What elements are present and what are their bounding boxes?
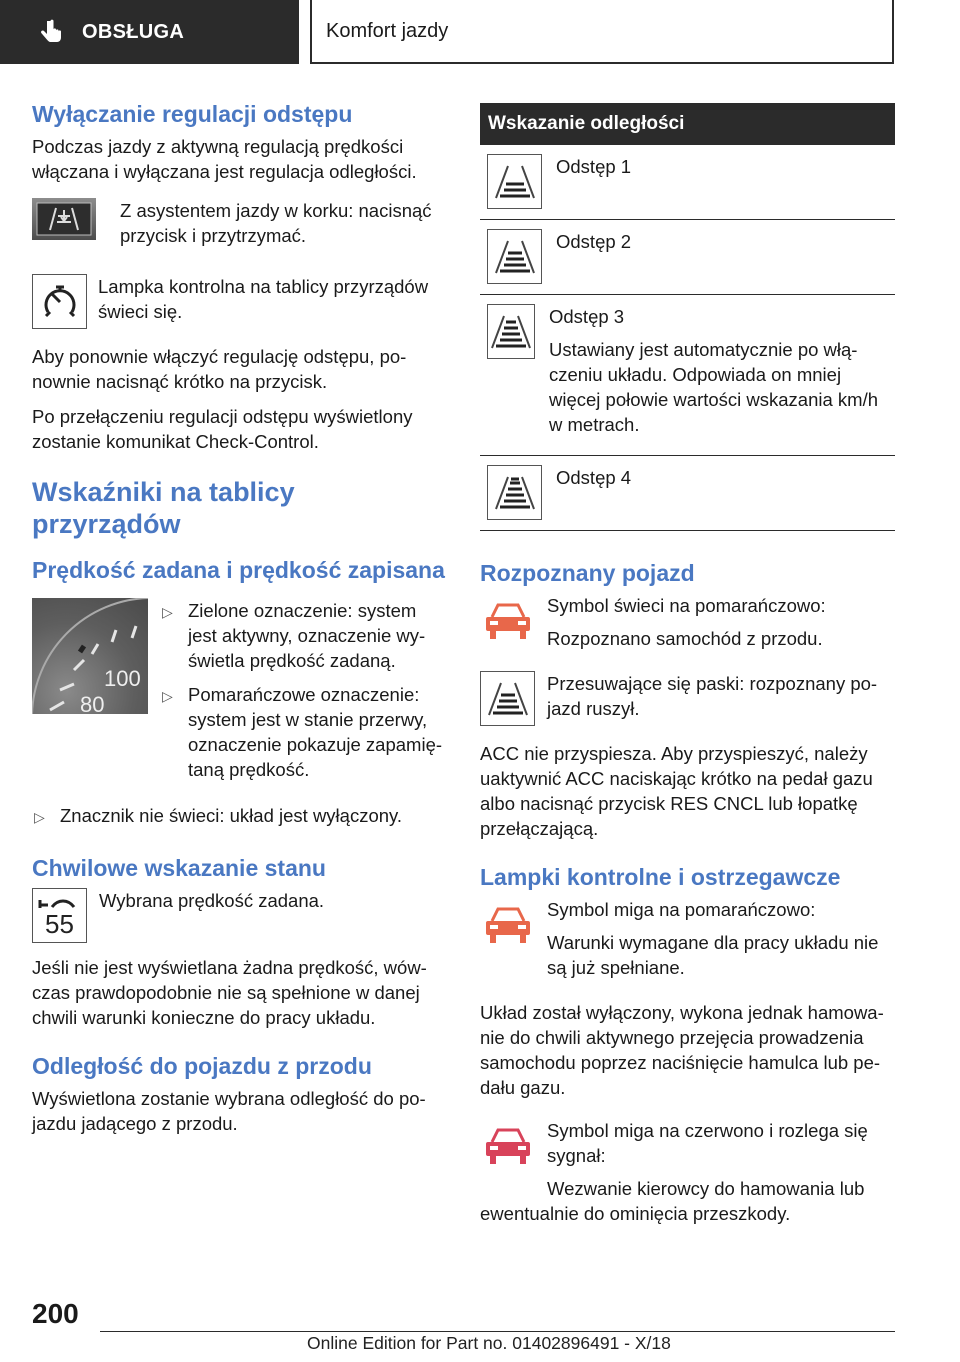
distance-2-icon	[487, 229, 542, 284]
heading-speed: Prędkość zadana i prędkość zapisana	[32, 557, 445, 583]
heading-distance: Odległość do pojazdu z przodu	[32, 1053, 372, 1079]
paragraph: Wybrana prędkość zadana.	[99, 890, 325, 911]
paragraph: Aby ponownie włączyć regulację odstępu, po-nownie nacisnąć krótko na przycisk.	[32, 346, 407, 392]
footer-divider	[100, 1331, 895, 1332]
paragraph: ACC nie przyspiesza. Aby przyspieszyć, należy uaktywnić ACC naciskając krótko na pedał gazu albo nacisnąć przycisk RES CNCL lub łopatkę przełączającą.	[480, 743, 873, 839]
list-item: ▷ Znacznik nie świeci: układ jest wyłączony.	[32, 803, 446, 828]
distance-3-icon	[487, 304, 535, 359]
list-item: ▷ Pomarańczowe oznaczenie: system jest w stanie przerwy, oznaczenie pokazuje zapamię-taną prędkość.	[162, 684, 443, 780]
paragraph: ewentualnie do ominięcia przeszkody.	[480, 1203, 791, 1224]
triangle-bullet-icon: ▷	[162, 604, 173, 620]
page-number: 200	[32, 1298, 79, 1329]
footer-edition: Online Edition for Part no. 01402896491 - X/18	[307, 1333, 671, 1353]
paragraph: Po przełączeniu regulacji odstępu wyświetlony zostanie komunikat Check-Control.	[32, 406, 413, 452]
orange-car-icon	[480, 593, 535, 648]
red-car-warning-icon	[480, 1118, 535, 1173]
speed-label-100: 100	[104, 666, 141, 691]
table-row: Odstęp 2	[480, 220, 895, 295]
set-speed-55-icon: 55	[32, 888, 87, 943]
paragraph: Jeśli nie jest wyświetlana żadna prędkość, wów-czas prawdopodobnie nie są spełnione w danej chwili warunki konieczne do pracy układu.	[32, 957, 427, 1028]
distance-4-icon	[487, 465, 542, 520]
heading-indicators: Wskaźniki na tablicy przyrządów	[32, 477, 295, 539]
triangle-bullet-icon: ▷	[162, 688, 173, 704]
paragraph: Układ został wyłączony, wykona jednak hamowa-nie do chwili aktywnego przejęcia prowadzenia samochodu poprzez naciśnięcie hamulca lub pe-dału gazu.	[480, 1002, 884, 1098]
paragraph: Z asystentem jazdy w korku: nacisnąć przycisk i przytrzymać.	[120, 200, 432, 246]
table-row: Odstęp 1	[480, 145, 895, 220]
paragraph: Wyświetlona zostanie wybrana odległość do po-jazdu jadącego z przodu.	[32, 1088, 426, 1134]
distance-table-header: Wskazanie odległości	[480, 103, 895, 145]
acc-indicator-lamp-icon	[32, 274, 87, 329]
table-row: Odstęp 3 Ustawiany jest automatycznie po włą-czeniu układu. Odpowiada on mniej więcej połowie wartości wskazania km/h w metrach.	[480, 295, 895, 456]
speedometer-image	[32, 598, 148, 714]
table-row: Odstęp 4	[480, 456, 895, 531]
hand-pointer-icon	[38, 18, 66, 46]
heading-temporary-status: Chwilowe wskazanie stanu	[32, 855, 326, 881]
paragraph: Lampka kontrolna na tablicy przyrządów świeci się.	[98, 276, 429, 322]
orange-car-warning-icon	[480, 897, 535, 952]
section-title: OBSŁUGA	[82, 20, 185, 43]
heading-switch-off: Wyłączanie regulacji odstępu	[32, 101, 353, 127]
chapter-title: Komfort jazdy	[326, 19, 449, 42]
triangle-bullet-icon: ▷	[34, 809, 45, 825]
section-tab	[0, 0, 299, 64]
heading-detected-vehicle: Rozpoznany pojazd	[480, 560, 695, 586]
distance-1-icon	[487, 154, 542, 209]
moving-bars-icon	[480, 671, 535, 726]
driving-assistant-button-icon	[32, 198, 96, 240]
paragraph: Podczas jazdy z aktywną regulacją prędkości włączana i wyłączana jest regulacja odległości.	[32, 136, 417, 182]
right-column: Wskazanie odległości Odstęp 1 Odstęp 2 Odstęp 3 Ustawiany jest automatycznie po włą-czeniu układu. Odpowiada on mniej więcej połowie wartości wskazania km/h w metrach. Odstęp 4 Rozpoznany pojazd Symbol świeci na pomarańczowo: Rozpoznano samochód z przodu. Przesuwające się paski: rozpoznany po-jazd ruszył. ACC nie przyspiesza. Aby przyspieszyć, należy uaktywnić ACC naciskając krótko na pedał gazu albo nacisnąć przycisk RES CNCL lub łopatkę przełączającą. Lampki kontrolne i ostrzegawcze Symbol miga na pomarańczowo: Warunki wymagane dla pracy układu nie są już spełniane. Układ został wyłączony, wykona jednak hamowa-nie do chwili aktywnego przejęcia prowadzenia samochodu poprzez naciśnięcie hamulca lub pe-dału gazu. Symbol miga na czerwono i rozlega się sygnał: Wezwanie kierowcy do hamowania lub ewentualnie do ominięcia przeszkody.	[480, 100, 895, 1236]
left-column	[32, 100, 446, 1146]
list-item: ▷ Zielone oznaczenie: system jest aktywny, oznaczenie wy-świetla prędkość zadaną.	[162, 600, 426, 671]
speed-label-80: 80	[80, 692, 105, 714]
chapter-tab	[310, 0, 894, 64]
heading-warning-lamps: Lampki kontrolne i ostrzegawcze	[480, 864, 841, 890]
